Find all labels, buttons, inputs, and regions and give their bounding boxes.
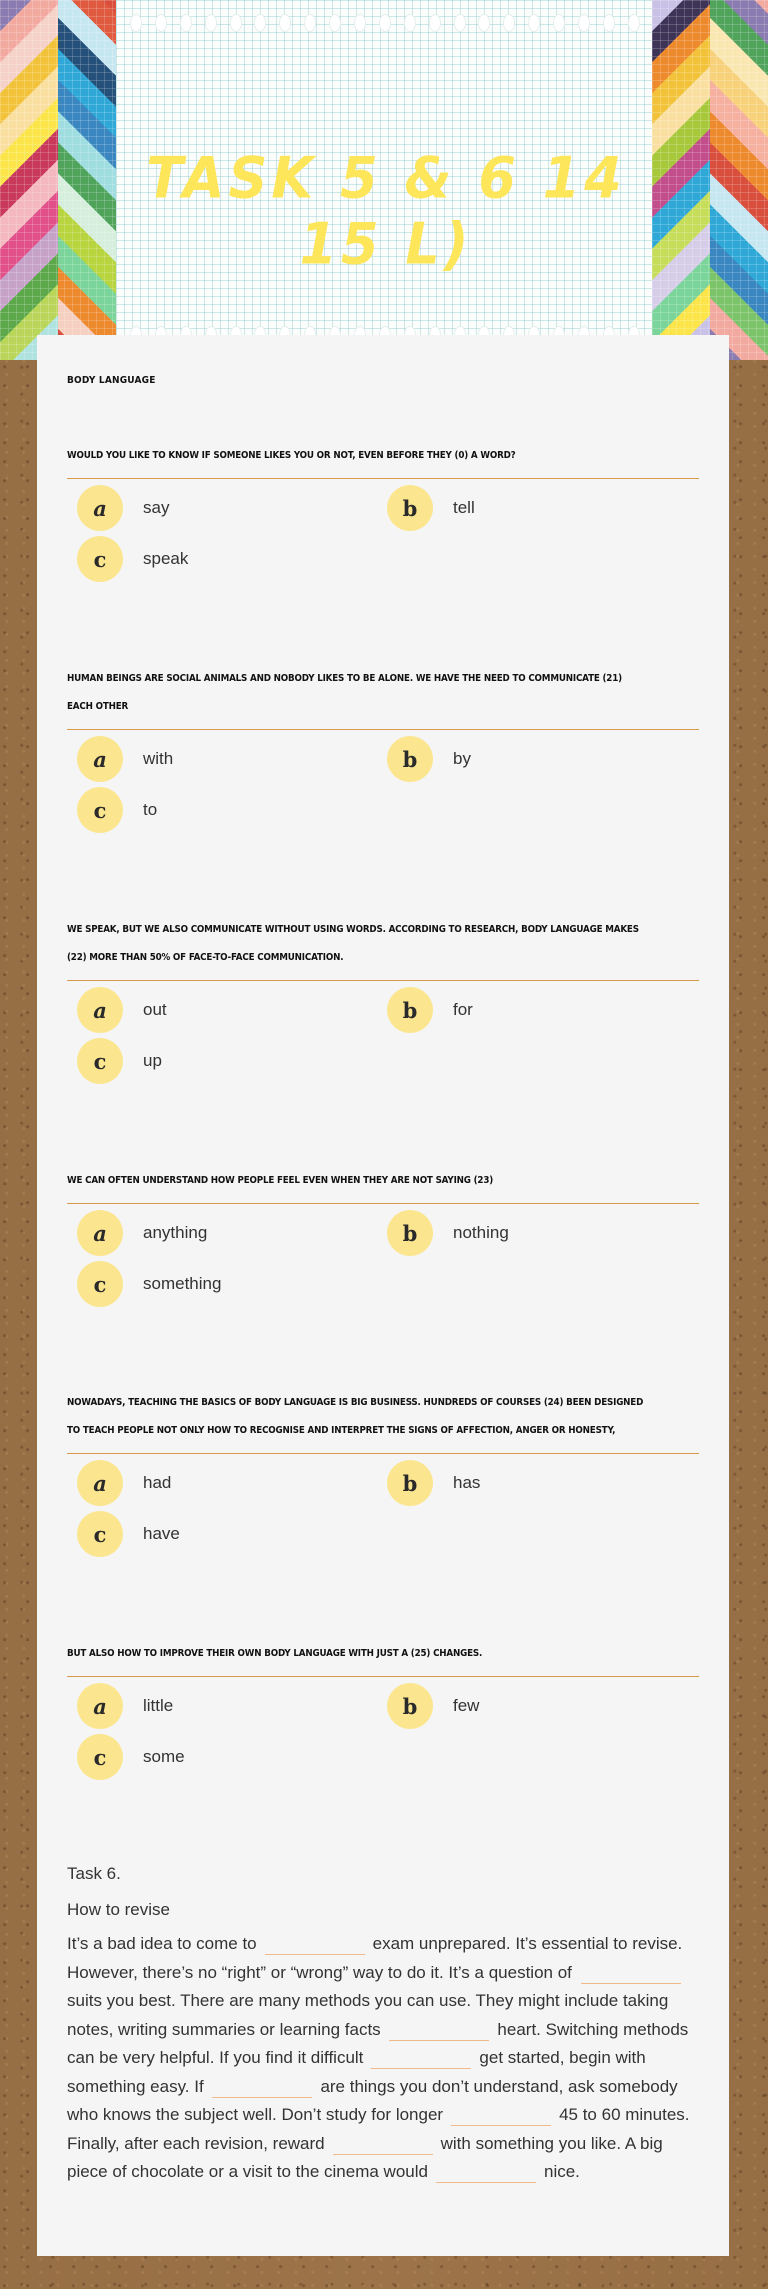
question-text: WOULD YOU LIKE TO KNOW IF SOMEONE LIKES YOU OR NOT, EVEN BEFORE THEY (0) A WORD? (67, 450, 516, 461)
question-24 (67, 1389, 699, 1556)
option-c[interactable] (77, 1038, 162, 1084)
option-b[interactable] (387, 1210, 509, 1256)
option-letter-badge: a (77, 736, 123, 782)
divider (67, 1203, 699, 1204)
option-letter-badge: a (77, 1460, 123, 1506)
divider (67, 980, 699, 981)
option-letter-badge: c (77, 536, 123, 582)
text-segment: nice. (543, 2162, 580, 2181)
question-text: HUMAN BEINGS ARE SOCIAL ANIMALS AND NOBODY LIKES TO BE ALONE. WE HAVE THE NEED TO COMMUNICATE (21) EACH OTHER (67, 673, 622, 712)
option-label: has (453, 1473, 481, 1492)
option-letter-badge: c (77, 1734, 123, 1780)
option-letter-badge: c (77, 787, 123, 833)
header-banner (0, 0, 768, 360)
option-label: some (143, 1747, 185, 1766)
text-segment: 45 to 60 minutes. Finally, after each revision, reward (67, 2105, 690, 2153)
section-heading: BODY LANGUAGE (67, 375, 156, 386)
chevron-pattern-right (652, 0, 768, 360)
text-segment: suits you best. There are many methods you can use. They might include taking notes, writing summaries or learning facts (67, 1991, 669, 2039)
divider (67, 729, 699, 730)
question-text: WE SPEAK, BUT WE ALSO COMMUNICATE WITHOUT USING WORDS. ACCORDING TO RESEARCH, BODY LANGUAGE MAKES (22) MORE THAN 50% OF FACE-TO-FACE COMMUNICATION. (67, 924, 639, 963)
option-c[interactable] (77, 1261, 221, 1307)
option-label: anything (143, 1223, 208, 1242)
page-title: TASK 5 & 6 14 15 L) (146, 144, 626, 278)
blank-input-7[interactable] (333, 2135, 433, 2155)
chevron-pattern-left (0, 0, 116, 360)
option-letter-badge: a (77, 987, 123, 1033)
option-letter-badge: a (77, 1683, 123, 1729)
blank-input-4[interactable] (371, 2049, 471, 2069)
binder-holes-top (130, 14, 640, 34)
blank-input-6[interactable] (451, 2106, 551, 2126)
question-text: BUT ALSO HOW TO IMPROVE THEIR OWN BODY LANGUAGE WITH JUST A (25) CHANGES. (67, 1648, 483, 1659)
question-text: WE CAN OFTEN UNDERSTAND HOW PEOPLE FEEL EVEN WHEN THEY ARE NOT SAYING (23) (67, 1175, 494, 1186)
option-c[interactable] (77, 536, 188, 582)
question-0 (67, 442, 699, 581)
option-letter-badge: c (77, 1511, 123, 1557)
divider (67, 1676, 699, 1677)
text-segment: get started, begin with something easy. If (67, 2048, 646, 2096)
option-label: have (143, 1524, 180, 1543)
option-letter-badge: b (387, 1210, 433, 1256)
cloze-paragraph (67, 1930, 707, 2187)
question-25 (67, 1640, 699, 1779)
option-c[interactable] (77, 1734, 185, 1780)
blank-input-2[interactable] (581, 1964, 681, 1984)
option-label: had (143, 1473, 172, 1492)
option-b[interactable] (387, 736, 471, 782)
blank-input-3[interactable] (389, 2021, 489, 2041)
option-a[interactable] (77, 1683, 173, 1729)
question-21 (67, 665, 699, 832)
option-c[interactable] (77, 1511, 180, 1557)
option-letter-badge: a (77, 485, 123, 531)
question-23 (67, 1167, 699, 1306)
option-letter-badge: b (387, 1460, 433, 1506)
text-segment: heart. Switching methods can be very helpful. If you find it difficult (67, 2019, 689, 2067)
blank-input-5[interactable] (212, 2078, 312, 2098)
option-b[interactable] (387, 1683, 479, 1729)
option-label: with (143, 749, 174, 768)
divider (67, 1453, 699, 1454)
blank-input-8[interactable] (436, 2163, 536, 2183)
option-letter-badge: b (387, 987, 433, 1033)
task6-section (67, 1856, 707, 2187)
option-label: up (143, 1051, 162, 1070)
option-b[interactable] (387, 485, 475, 531)
option-a[interactable] (77, 485, 169, 531)
option-letter-badge: b (387, 485, 433, 531)
option-b[interactable] (387, 1460, 480, 1506)
option-label: nothing (453, 1223, 509, 1242)
option-label: speak (143, 549, 189, 568)
option-label: out (143, 1000, 167, 1019)
blank-input-1[interactable] (265, 1935, 365, 1955)
task6-title: Task 6. (67, 1864, 121, 1883)
option-letter-badge: b (387, 736, 433, 782)
option-label: say (143, 498, 170, 517)
option-label: little (143, 1696, 174, 1715)
option-a[interactable] (77, 1210, 207, 1256)
option-c[interactable] (77, 787, 157, 833)
option-label: for (453, 1000, 473, 1019)
option-letter-badge: c (77, 1038, 123, 1084)
option-b[interactable] (387, 987, 473, 1033)
option-label: tell (453, 498, 475, 517)
option-label: by (453, 749, 471, 768)
task6-subtitle: How to revise (67, 1900, 170, 1919)
option-a[interactable] (77, 987, 167, 1033)
option-letter-badge: c (77, 1261, 123, 1307)
option-a[interactable] (77, 736, 173, 782)
option-label: something (143, 1274, 222, 1293)
option-label: few (453, 1696, 480, 1715)
text-segment: are things you don’t understand, ask somebody who knows the subject well. Don’t study for longer (67, 2076, 678, 2124)
question-22 (67, 916, 699, 1083)
option-letter-badge: a (77, 1210, 123, 1256)
question-text: NOWADAYS, TEACHING THE BASICS OF BODY LANGUAGE IS BIG BUSINESS. HUNDREDS OF COURSES (24) BEEN DESIGNED TO TEACH PEOPLE NOT ONLY HOW TO RECOGNISE AND INTERPRET THE SIGNS OF AFFECTION, ANGER OR HONESTY, (67, 1397, 644, 1436)
text-segment: It’s a bad idea to come to (67, 1934, 257, 1953)
option-a[interactable] (77, 1460, 171, 1506)
text-segment: with something you like. A big piece of chocolate or a visit to the cinema would (67, 2133, 663, 2181)
option-label: to (143, 800, 158, 819)
text-segment: exam unprepared. It’s essential to revise. However, there’s no “right” or “wrong” way to do it. It’s a question of (67, 1934, 683, 1982)
divider (67, 478, 699, 479)
option-letter-badge: b (387, 1683, 433, 1729)
worksheet-card (37, 335, 729, 2256)
